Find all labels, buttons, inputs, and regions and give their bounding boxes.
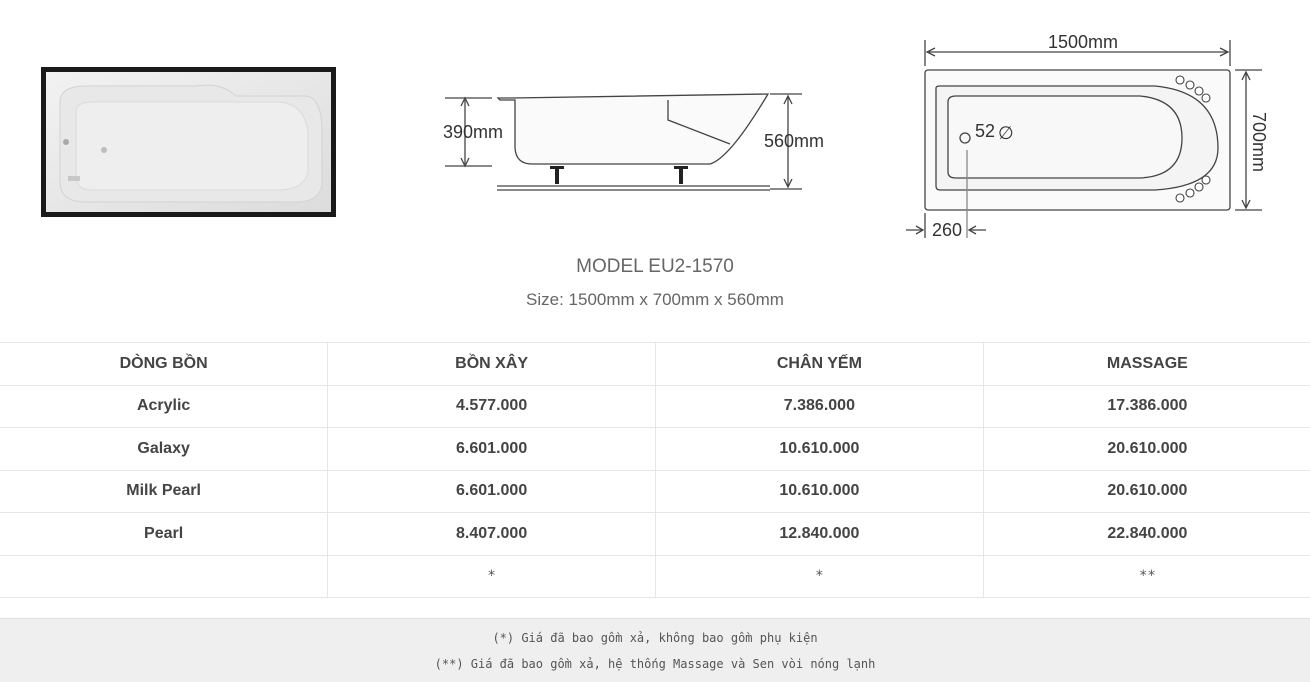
note-single-star: (*) Giá đã bao gồm xả, không bao gồm phụ kiện <box>492 631 818 645</box>
side-height-left-label: 390mm <box>443 122 504 142</box>
cell-series: Milk Pearl <box>0 470 328 513</box>
cell-price: 4.577.000 <box>328 385 656 428</box>
price-table-header-row <box>0 343 1310 386</box>
cell-price: 20.610.000 <box>983 428 1310 471</box>
cell-price: 10.610.000 <box>656 470 984 513</box>
table-row <box>0 428 1310 471</box>
cell-price: 22.840.000 <box>983 513 1310 556</box>
footnote-mark-bon-xay: * <box>328 555 656 598</box>
cell-price: 6.601.000 <box>328 470 656 513</box>
drain-symbol-label: ∅ <box>998 123 1014 143</box>
cell-series: Acrylic <box>0 385 328 428</box>
price-table <box>0 342 1310 598</box>
top-width-label: 700mm <box>1249 112 1269 173</box>
drain-size-label: 52 <box>975 121 996 141</box>
cell-price: 7.386.000 <box>656 385 984 428</box>
header-chan-yem: CHÂN YẾM <box>656 343 984 386</box>
table-row <box>0 513 1310 556</box>
drain-offset-label: 260 <box>932 220 963 240</box>
bathtub-photo-image <box>46 72 331 212</box>
cell-price: 20.610.000 <box>983 470 1310 513</box>
header-dong-bon: DÒNG BỒN <box>0 343 328 386</box>
bathtub-photo <box>41 67 336 217</box>
cell-price: 12.840.000 <box>656 513 984 556</box>
table-row <box>0 385 1310 428</box>
footnote-mark-chan-yem: * <box>656 555 984 598</box>
model-size: Size: 1500mm x 700mm x 560mm <box>526 290 784 309</box>
top-length-label: 1500mm <box>1048 32 1119 52</box>
cell-series: Pearl <box>0 513 328 556</box>
footnote-row <box>0 555 1310 598</box>
header-massage: MASSAGE <box>983 343 1310 386</box>
model-title: MODEL EU2-1570 <box>576 256 734 277</box>
cell-price: 10.610.000 <box>656 428 984 471</box>
cell-price: 6.601.000 <box>328 428 656 471</box>
top-view-drawing <box>900 30 1270 245</box>
header-bon-xay: BỒN XÂY <box>328 343 656 386</box>
side-height-right-label: 560mm <box>764 131 825 151</box>
side-view-drawing <box>440 88 840 198</box>
cell-price: 17.386.000 <box>983 385 1310 428</box>
table-row <box>0 470 1310 513</box>
price-notes <box>0 618 1310 682</box>
footnote-mark-massage: ** <box>983 555 1310 598</box>
footnote-cell-empty <box>0 555 328 598</box>
cell-series: Galaxy <box>0 428 328 471</box>
note-double-star: (**) Giá đã bao gồm xả, hệ thống Massage và Sen vòi nóng lạnh <box>434 657 876 671</box>
cell-price: 8.407.000 <box>328 513 656 556</box>
